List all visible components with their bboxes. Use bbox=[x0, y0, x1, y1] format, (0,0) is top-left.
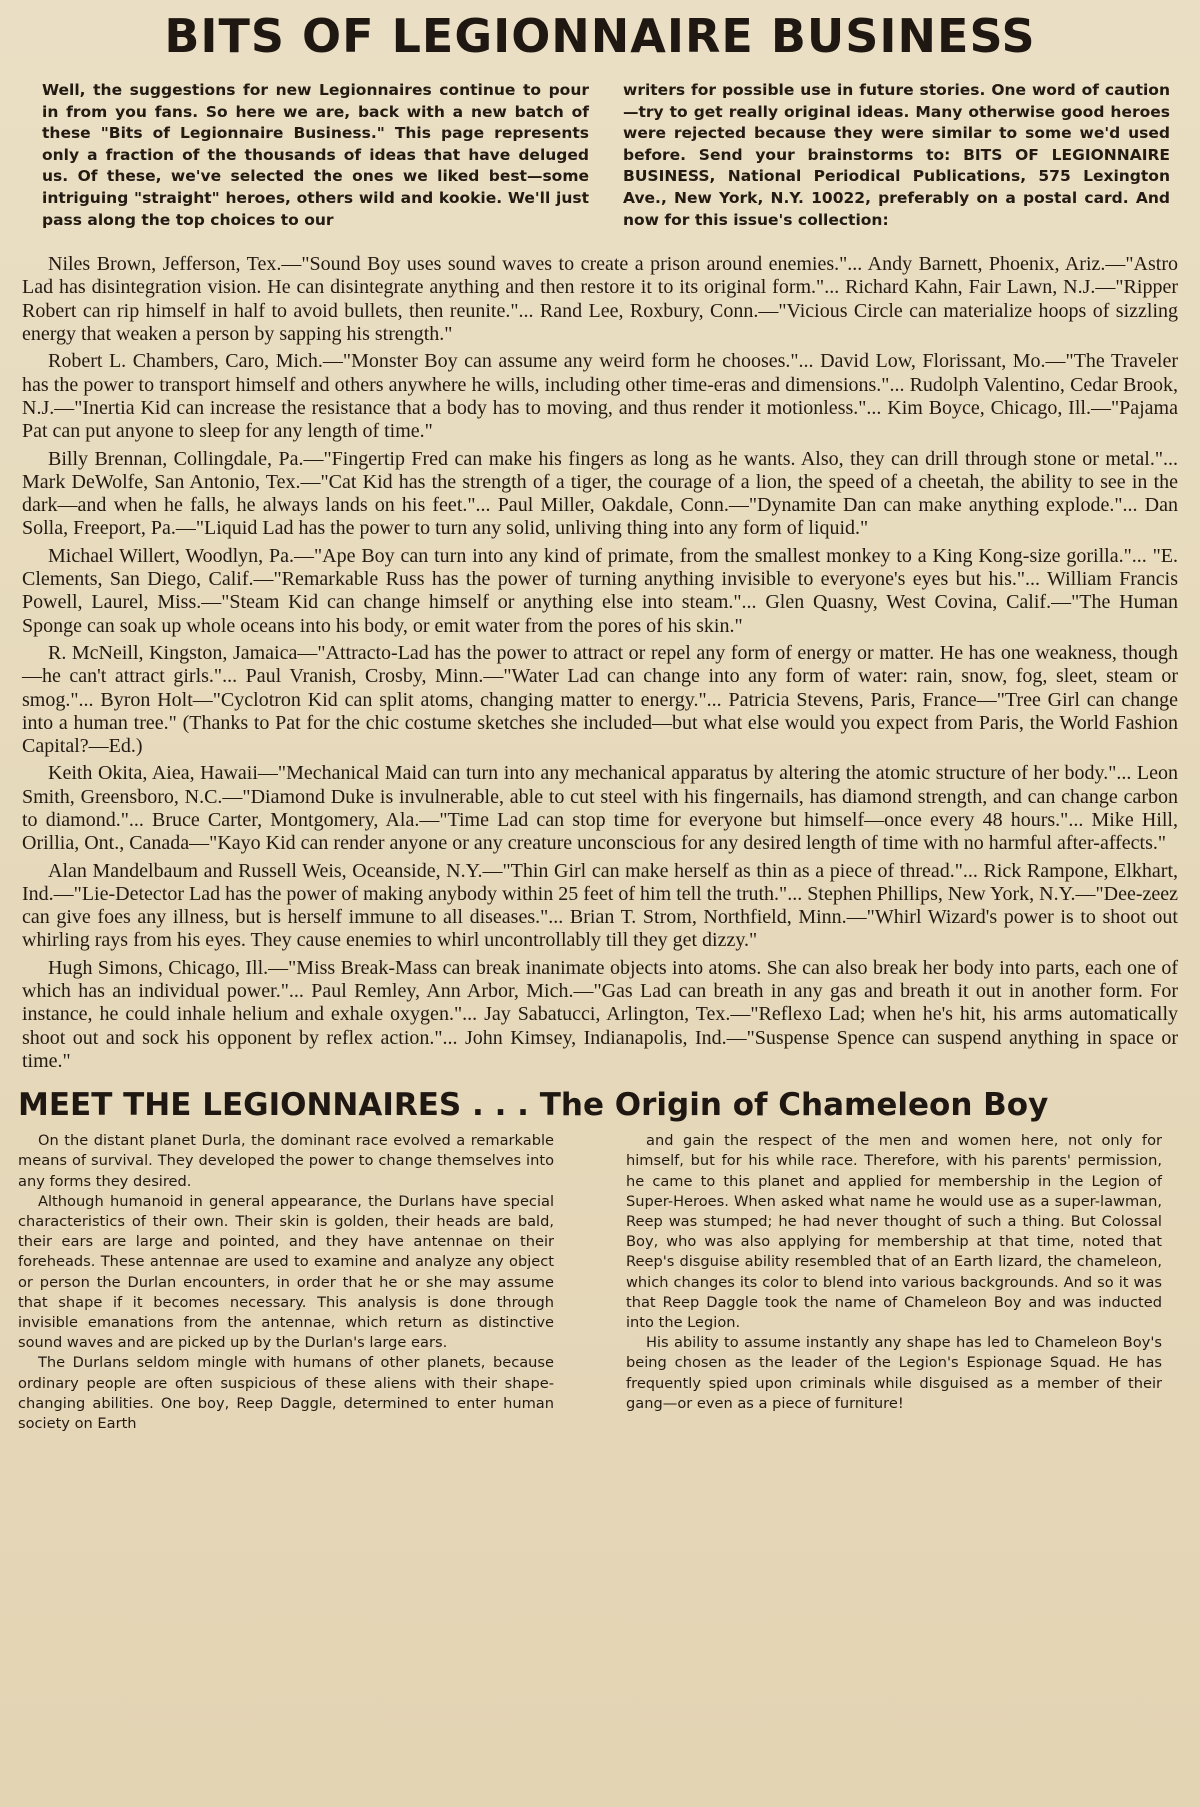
origin-paragraph: and gain the respect of the men and women here, not only for himself, but for his while race. Therefore, with his parents' permission, he came to this planet and applied for membership in the Legion of Super-Heroes. When asked what name he would use as a super-lawman, Reep was stumped; he had never thought of such a thing. But Colossal Boy, who was also applying for membership at that time, noted that Reep's disguise ability resembled that of an Earth lizard, the chameleon, which changes its color to blend into various backgrounds. And so it was that Reep Daggle took the name of Chameleon Boy and was inducted into the Legion. bbox=[626, 1132, 1162, 1332]
origin-section bbox=[18, 1131, 1182, 1434]
letters-section bbox=[18, 253, 1182, 1073]
origin-paragraph: Although humanoid in general appearance, the Durlans have special characteristics of their own. Their skin is golden, their heads are bald, their ears are large and pointed, and they have antennae on their foreheads. These antennae are used to examine and analyze any object or person the Durlan encounters, in order that he or she may assume that shape if it becomes necessary. This analysis is done through invisible emanations from the antennae, which return as distinctive sound waves and are picked up by the Durlan's large ears. bbox=[18, 1192, 554, 1352]
origin-paragraph: The Durlans seldom mingle with humans of other planets, because ordinary people are often suspicious of these aliens with their shape-changing abilities. One boy, Reep Daggle, determined to enter human society on Earth bbox=[18, 1354, 554, 1433]
letter-paragraph: Alan Mandelbaum and Russell Weis, Oceanside, N.Y.—"Thin Girl can make herself as thin as a piece of thread."... Rick Rampone, Elkhart, Ind.—"Lie-Detector Lad has the power of making anybody within 25 feet of him tell the truth."... Stephen Phillips, New York, N.Y.—"Dee-zeez can give foes any illness, but is herself immune to all diseases."... Brian T. Strom, Northfield, Minn.—"Whirl Wizard's power is to shoot out whirling rays from his eyes. They cause enemies to whirl uncontrollably till they get dizzy." bbox=[22, 859, 1178, 952]
meet-legionnaires-title: MEET THE LEGIONNAIRES . . . The Origin of Chameleon Boy bbox=[18, 1087, 1049, 1124]
intro-section bbox=[18, 80, 1182, 231]
letter-paragraph: Niles Brown, Jefferson, Tex.—"Sound Boy uses sound waves to create a prison around enemies."... Andy Barnett, Phoenix, Ariz.—"Astro Lad has disintegration vision. He can disintegrate anything and then restore it to its original form."... Richard Kahn, Fair Lawn, N.J.—"Ripper Robert can rip himself in half to avoid bullets, then reunite."... Rand Lee, Roxbury, Conn.—"Vicious Circle can materialize hoops of sizzling energy that weaken a person by sapping his strength." bbox=[22, 253, 1178, 346]
origin-right-column bbox=[626, 1131, 1162, 1434]
origin-left-column bbox=[18, 1131, 554, 1434]
letter-paragraph: Hugh Simons, Chicago, Ill.—"Miss Break-Mass can break inanimate objects into atoms. She can also break her body into parts, each one of which has an individual power."... Paul Remley, Ann Arbor, Mich.—"Gas Lad can breath in any gas and breath it out in another form. For instance, he could inhale helium and exhale oxygen."... Jay Sabatucci, Arlington, Tex.—"Reflexo Lad; when he's hit, his arms automatically shoot out and sock his opponent by reflex action."... John Kimsey, Indianapolis, Ind.—"Suspense Spence can suspend anything in space or time." bbox=[22, 956, 1178, 1072]
letter-paragraph: Robert L. Chambers, Caro, Mich.—"Monster Boy can assume any weird form he chooses."... David Low, Florissant, Mo.—"The Traveler has the power to transport himself and others anywhere he wills, including other time-eras and dimensions."... Rudolph Valentino, Cedar Brook, N.J.—"Inertia Kid can increase the resistance that a body has to moving, and thus render it motionless."... Kim Boyce, Chicago, Ill.—"Pajama Pat can put anyone to sleep for any length of time." bbox=[22, 350, 1178, 443]
origin-paragraph: His ability to assume instantly any shape has led to Chameleon Boy's being chosen as the leader of the Legion's Espionage Squad. He has frequently spied upon criminals while disguised as a member of their gang—or even as a piece of furniture! bbox=[626, 1334, 1162, 1412]
letter-paragraph: Keith Okita, Aiea, Hawaii—"Mechanical Maid can turn into any mechanical apparatus by altering the atomic structure of her body."... Leon Smith, Greensboro, N.C.—"Diamond Duke is invulnerable, able to cut steel with his fingernails, has diamond strength, and can change carbon to diamond."... Bruce Carter, Montgomery, Ala.—"Time Lad can stop time for everyone but himself—once every 48 hours."... Mike Hill, Orillia, Ont., Canada—"Kayo Kid can render anyone or any creature unconscious for any desired length of time with no harmful after-affects." bbox=[22, 762, 1178, 855]
page-title: BITS OF LEGIONNAIRE BUSINESS bbox=[164, 9, 1036, 63]
letter-paragraph: Billy Brennan, Collingdale, Pa.—"Fingertip Fred can make his fingers as long as he wants. Also, they can drill through stone or metal."... Mark DeWolfe, San Antonio, Tex.—"Cat Kid has the strength of a tiger, the courage of a lion, the speed of a cheetah, the ability to see in the dark—and when he falls, he always lands on his feet."... Paul Miller, Oakdale, Conn.—"Dynamite Dan can make anything explode."... Dan Solla, Freeport, Pa.—"Liquid Lad has the power to turn any solid, unliving thing into any form of liquid." bbox=[22, 447, 1178, 540]
origin-paragraph: On the distant planet Durla, the dominant race evolved a remarkable means of survival. They developed the power to change themselves into any forms they desired. bbox=[18, 1132, 554, 1190]
letter-paragraph: R. McNeill, Kingston, Jamaica—"Attracto-Lad has the power to attract or repel any form of energy or matter. He has one weakness, though—he can't attract girls."... Paul Vranish, Crosby, Minn.—"Water Lad can change into any form of water: rain, snow, fog, sleet, steam or smog."... Byron Holt—"Cyclotron Kid can split atoms, changing matter to energy."... Patricia Stevens, Paris, France—"Tree Girl can change into a human tree." (Thanks to Pat for the chic costume sketches she included—but what else would you expect from Paris, the World Fashion Capital?—Ed.) bbox=[22, 641, 1178, 758]
letter-paragraph: Michael Willert, Woodlyn, Pa.—"Ape Boy can turn into any kind of primate, from the smallest monkey to a King Kong-size gorilla."... "E. Clements, San Diego, Calif.—"Remarkable Russ has the power of turning anything invisible to everyone's eyes but his."... William Francis Powell, Laurel, Miss.—"Steam Kid can change himself or anything else into steam."... Glen Quasny, West Covina, Calif.—"The Human Sponge can soak up whole oceans into his body, or emit water from the pores of his skin." bbox=[22, 544, 1178, 637]
intro-left-column: Well, the suggestions for new Legionnaires continue to pour in from you fans. So here we are, back with a new batch of these "Bits of Legionnaire Business." This page represents only a fraction of the thousands of ideas that have deluged us. Of these, we've selected the ones we liked best—some intriguing "straight" heroes, others wild and kookie. We'll just pass along the top choices to our bbox=[42, 81, 589, 229]
intro-right-column: writers for possible use in future stories. One word of caution—try to get really original ideas. Many otherwise good heroes were rejected because they were similar to some we'd used before. Send your brainstorms to: BITS OF LEGIONNAIRE BUSINESS, National Periodical Publications, 575 Lexington Ave., New York, N.Y. 10022, preferably on a postal card. And now for this issue's collection: bbox=[623, 81, 1170, 229]
